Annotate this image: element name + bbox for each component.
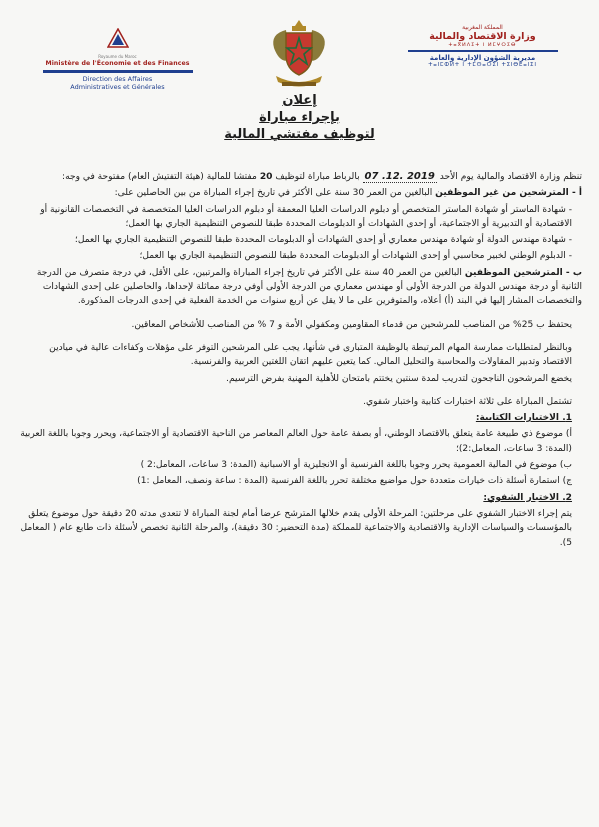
intro-number: 20 (259, 172, 273, 182)
title-recruitment: لتوظيف مفتشي المالية (224, 127, 375, 142)
header-right-direction: مديرية الشؤون الإدارية والعامة (429, 54, 536, 62)
section-a-item-3: - الدبلوم الوطني لخبير محاسبي أو إحدى الشهادات أو الدبلومات المحددة طبقا للنصوص التنظيمية الجاري بها العمل؛ (139, 251, 572, 262)
coat-of-arms-icon (268, 18, 330, 90)
section-a-item-2: - شهادة مهندس الدولة أو شهادة مهندس معماري أو إحدى الشهادات أو الدبلومات المحددة طبقا للنصوص التنظيمية الجاري بها العمل؛ (74, 235, 572, 246)
section-b (20, 266, 582, 309)
header-right-tifinagh-2: ⵜⴰⵏⵎⵀⵍⵜ ⵏ ⵜⵎⵙⴰⵔⵉⵏ ⵜⵉⵏⴱⴹⴰⵏⵉⵏ (428, 62, 537, 68)
header-left-ministry: Ministère de l'Économie et des Finances (45, 60, 190, 67)
header-right (395, 24, 570, 68)
qualifications-paragraph: وبالنظر لمتطلبات ممارسة المهام المرتبطة بالوظيفة المتبارى في شأنها، يجب على المرشحين التوفر على مؤهلات وكفاءات عالية في ميادين الاقتصاد وتدبير المقاولات والمحاسبة والتحليل المالي. كما يتعين عليهم اتقان اللغتين العربية والفرنسية. (49, 342, 572, 368)
section-a-label: أ - المترشحين من غير الموظفين (435, 188, 582, 199)
title-announcement: إعلان (282, 93, 317, 108)
header-right-tifinagh-1: ⵜⴰⴳⵍⴷⵉⵜ ⵏ ⵍⵎⵖⵔⵉⴱ (448, 42, 517, 48)
written-exam-c: ج) استمارة أسئلة ذات خيارات متعددة حول مواضيع مختلفة تحرر باللغة الفرنسية (المدة : ساعة ونصف، المعامل :1) (137, 476, 572, 487)
intro-paragraph (20, 170, 582, 184)
announcement-title-block (0, 92, 599, 143)
header-right-bar (408, 50, 558, 52)
training-paragraph: يخضع المرشحون الناجحون لتدريب لمدة سنتين يختتم بامتحان للأهلية المهنية بفرض الترسيم. (226, 373, 572, 384)
written-exam-b: ب) موضوع في المالية العمومية يحرر وجوبا باللغة الفرنسية أو الانجليزية أو الاسبانية (المدة: 3 ساعات، المعامل:2 ) (140, 460, 572, 471)
section-a (20, 186, 582, 200)
header-left-direction-2: Administratives et Générales (70, 83, 165, 91)
section-b-label: ب - المترشحين الموظفين (464, 267, 582, 278)
section-b-text: البالغين من العمر 40 سنة على الأكثر في تاريخ إجراء المباراة والمرتبين، على الأقل، في درجة متصرف من الدرجة الثانية أو درجة مهندس الدولة من الدرجة الأولى أو مهندس معماري من الدرجة الأولى أوفي درجة مماثلة لإحداها، والحاصلين على إحدى الشهادات والتخصصات المشار إليها في البند (أ) أعلاه، والمتوفرين على ما لا يقل عن أربع سنوات من الخدمة الفعلية في إحدى الدرجات المذكورة. (36, 267, 582, 307)
oral-exam-text: يتم إجراء الاختبار الشفوي على مرحلتين: المرحلة الأولى يقدم خلالها المترشح عرضا أمام لجنة المباراة لا تتعدى مدته 20 دقيقة حول موضوع يتعلق بالمؤسسات والسياسات الإدارية والاقتصادية والاجتماعية للمملكة (مدة التحضير: 30 دقيقة)، والمرحلة الثانية تخصص لأسئلة ذات طابع عام ( المعامل 5). (20, 508, 572, 548)
section-a-text: البالغين من العمر 30 سنة على الأكثر في تاريخ إجراء المباراة من بين الحاصلين على: (114, 188, 433, 199)
intro-text-c: مفتشا للمالية (هيئة التفتيش العام) مفتوحة في وجه: (62, 172, 257, 182)
title-competition: بإجراء مباراة (259, 110, 340, 125)
oral-exam-title: 2. الاختبار الشفوي: (483, 492, 572, 503)
quota-paragraph: يحتفظ ب 25% من المناصب للمرشحين من قدماء المقاومين ومكفولي الأمة و 7 % من المناصب للأشخاص المعاقين. (131, 319, 572, 330)
header-left (30, 28, 205, 91)
intro-text-a: تنظم وزارة الاقتصاد والمالية يوم الأحد (439, 172, 582, 182)
header-right-kingdom: المملكة المغربية (462, 24, 503, 31)
header-right-ministry: وزارة الاقتصاد والمالية (429, 31, 536, 42)
announcement-body (20, 170, 582, 552)
header-left-kingdom: Royaume du Maroc (98, 54, 137, 59)
exam-intro: تشتمل المباراة على ثلاثة اختبارات كتابية واختبار شفوي. (363, 396, 572, 407)
intro-text-b: بالرباط مباراة لتوظيف (275, 172, 360, 182)
emblem-icon (107, 28, 129, 48)
written-exam-a: أ) موضوع ذي طبيعة عامة يتعلق بالاقتصاد الوطني، أو بصفة عامة حول العالم المعاصر من الناحية الاقتصادية أو الاجتماعية، ويحرر وجوبا باللغة العربية (المدة: 3 ساعات، المعامل:2)؛ (20, 429, 572, 454)
written-exams-title: 1. الاختبارات الكتابية: (475, 413, 572, 424)
section-a-item-1: - شهادة الماستر أو شهادة الماستر المتخصص أو دبلوم الدراسات العليا المعمقة أو دبلوم الدراسات العليا المتخصصة في التخصصات القانونية أو الاقتصادية أو التدبيرية أو الاجتماعية، أو إحدى الشهادات أو الدبلومات المحددة طبقا للنصوص التنظيمية الجاري بها العمل؛ (40, 204, 572, 229)
intro-date: 2019 .12. 07 (364, 171, 435, 182)
header-left-bar (43, 70, 193, 73)
header-left-direction-1: Direction des Affaires (82, 75, 153, 83)
